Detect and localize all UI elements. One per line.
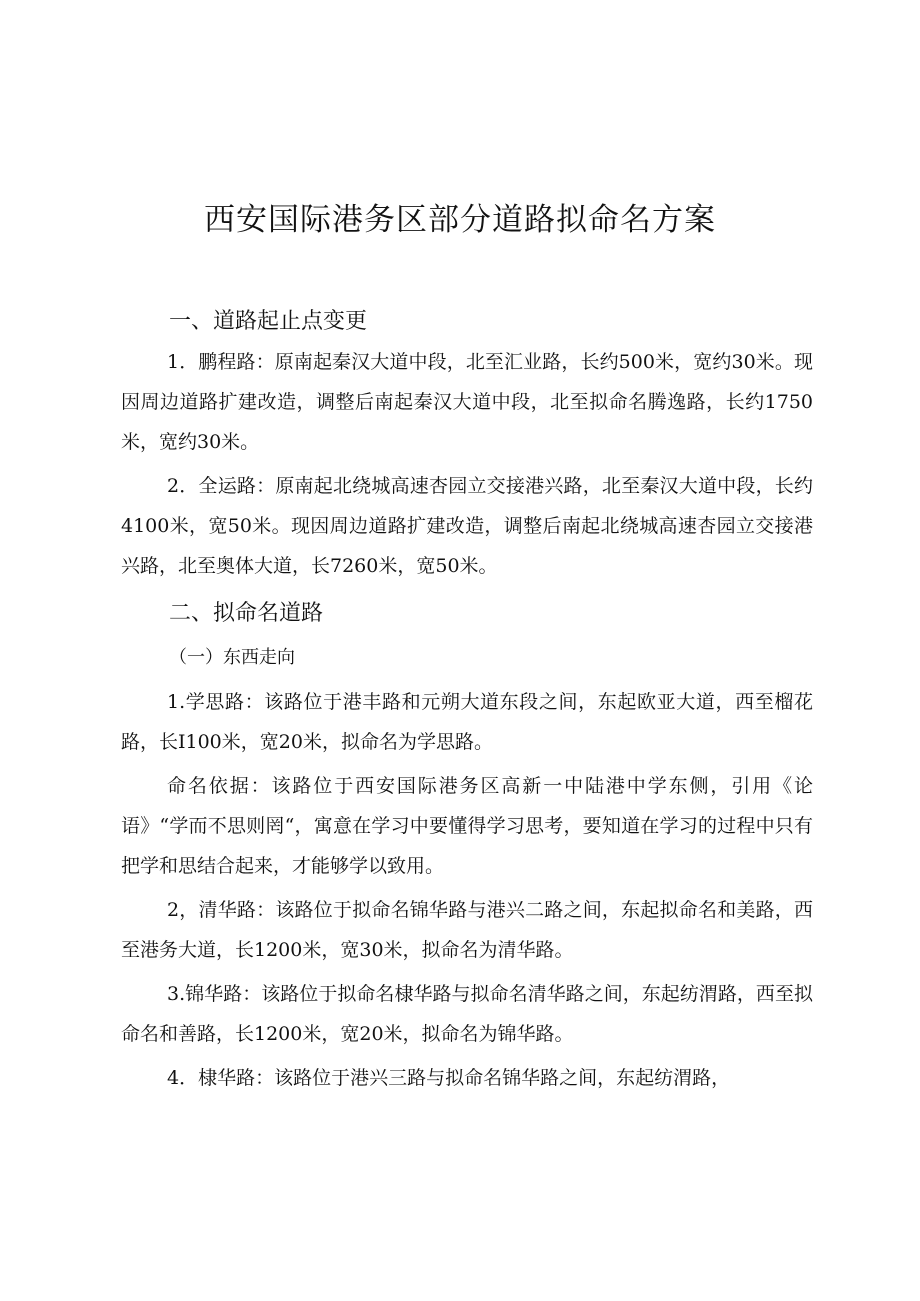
section-heading-2: 二、拟命名道路	[169, 601, 324, 626]
document-title: 西安国际港务区部分道路拟命名方案	[204, 202, 716, 238]
paragraph-quanyun-road: 2．全运路：原南起北绕城高速杏园立交接港兴路，北至秦汉大道中段，长约4100米，宽50米。现因周边道路扩建改造，调整后南起北绕城高速杏园立交接港兴路，北至奥体大道，长7260米，宽50米。	[121, 475, 813, 577]
paragraph-naming-basis: 命名依据：该路位于西安国际港务区高新一中陆港中学东侧，引用《论语》“学而不思则罔“，寓意在学习中要懂得学习思考，要知道在学习的过程中只有把学和思结合起来，才能够学以致用。	[121, 775, 813, 877]
paragraph-xuesi-road: 1.学思路：该路位于港丰路和元朔大道东段之间，东起欧亚大道，西至榴花路，长I100米，宽20米，拟命名为学思路。	[121, 691, 813, 753]
document-body	[121, 300, 813, 1102]
paragraph-dihua-road: 4．棣华路：该路位于港兴三路与拟命名锦华路之间，东起纺渭路，	[167, 1067, 731, 1089]
paragraph-pengcheng-road: 1．鹏程路：原南起秦汉大道中段，北至汇业路，长约500米，宽约30米。现因周边道路扩建改造，调整后南起秦汉大道中段，北至拟命名腾逸路，长约1750米，宽约30米。	[121, 351, 813, 453]
paragraph-qinghua-road: 2，清华路：该路位于拟命名锦华路与港兴二路之间，东起拟命名和美路，西至港务大道，长1200米，宽30米，拟命名为清华路。	[121, 899, 813, 961]
paragraph-jinhua-road: 3.锦华路：该路位于拟命名棣华路与拟命名清华路之间，东起纺渭路，西至拟命名和善路，长1200米，宽20米，拟命名为锦华路。	[121, 983, 813, 1045]
subsection-heading-east-west: （一）东西走向	[169, 647, 295, 668]
section-heading-1: 一、道路起止点变更	[169, 309, 368, 334]
